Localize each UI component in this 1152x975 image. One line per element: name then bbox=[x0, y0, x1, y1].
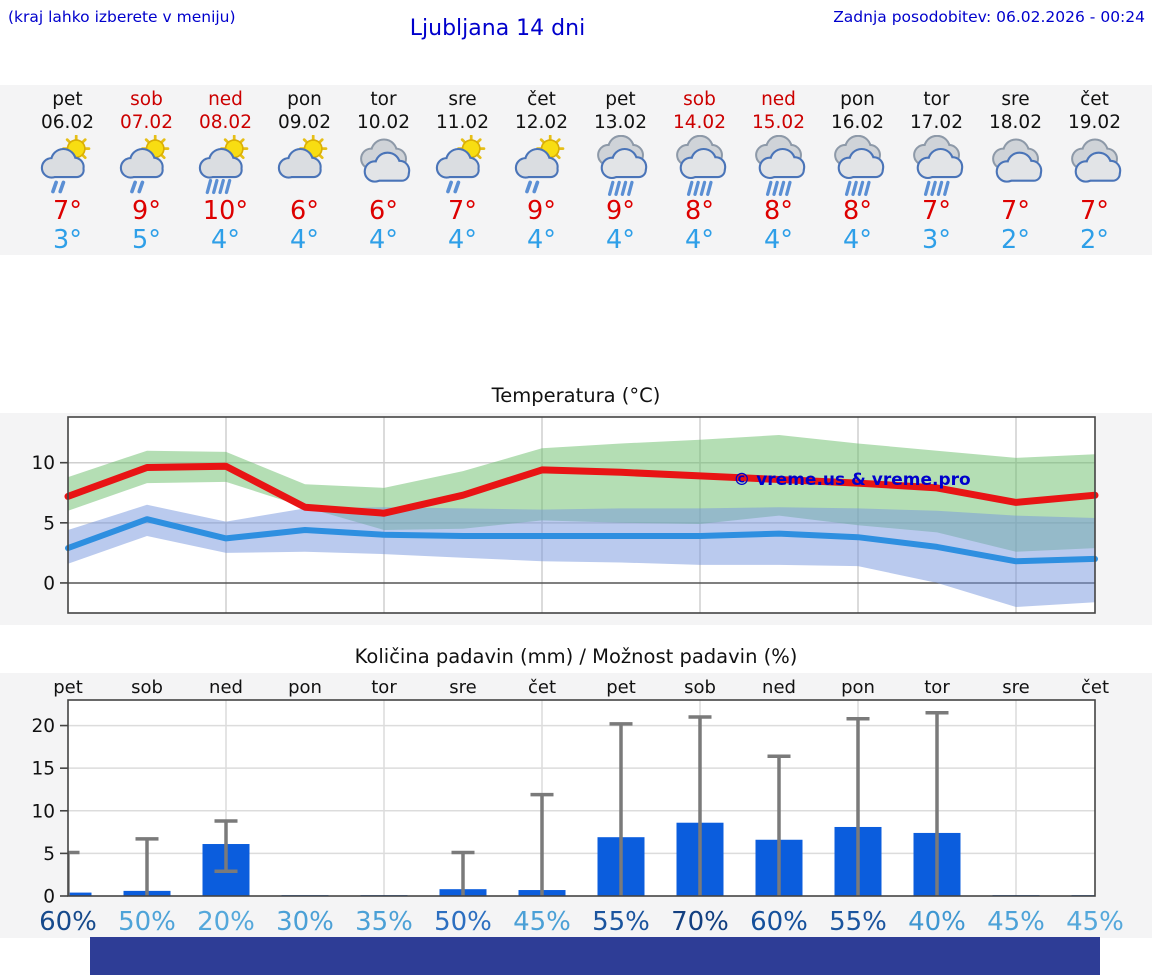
min-temperature: 4° bbox=[448, 225, 477, 255]
max-temperature: 8° bbox=[764, 196, 793, 226]
day-date: 13.02 bbox=[594, 112, 647, 133]
precip-probability: 60% bbox=[750, 907, 808, 937]
day-name: sre bbox=[1001, 89, 1030, 110]
precip-probability: 55% bbox=[592, 907, 650, 937]
max-temperature: 8° bbox=[685, 196, 714, 226]
day-date: 11.02 bbox=[436, 112, 489, 133]
day-date: 19.02 bbox=[1068, 112, 1121, 133]
weather-cloudy-icon bbox=[1065, 135, 1125, 197]
day-column bbox=[502, 85, 581, 255]
weather-cloudy-icon bbox=[986, 135, 1046, 197]
day-date: 18.02 bbox=[989, 112, 1042, 133]
day-column bbox=[107, 85, 186, 255]
precip-day-label: ned bbox=[762, 677, 796, 698]
precip-probability: 40% bbox=[908, 907, 966, 937]
precip-probability: 55% bbox=[829, 907, 887, 937]
max-temperature: 8° bbox=[843, 196, 872, 226]
day-name: tor bbox=[370, 89, 397, 110]
day-date: 10.02 bbox=[357, 112, 410, 133]
min-temperature: 4° bbox=[211, 225, 240, 255]
day-column bbox=[265, 85, 344, 255]
day-date: 17.02 bbox=[910, 112, 963, 133]
day-name: pon bbox=[840, 89, 875, 110]
weather-rain-icon bbox=[828, 135, 888, 197]
day-date: 12.02 bbox=[515, 112, 568, 133]
min-temperature: 4° bbox=[685, 225, 714, 255]
day-column bbox=[186, 85, 265, 255]
temp-y-tick: 5 bbox=[43, 513, 55, 535]
day-date: 14.02 bbox=[673, 112, 726, 133]
day-date: 07.02 bbox=[120, 112, 173, 133]
max-temperature: 9° bbox=[527, 196, 556, 226]
day-date: 16.02 bbox=[831, 112, 884, 133]
precip-day-label: pet bbox=[53, 677, 83, 698]
day-column bbox=[660, 85, 739, 255]
day-column bbox=[1055, 85, 1134, 255]
day-name: pet bbox=[52, 89, 83, 110]
day-column bbox=[818, 85, 897, 255]
day-column bbox=[581, 85, 660, 255]
weather-partly-heavy-icon bbox=[196, 135, 256, 197]
menu-hint: (kraj lahko izberete v meniju) bbox=[8, 8, 236, 26]
weather-rain-icon bbox=[670, 135, 730, 197]
precip-probability: 50% bbox=[118, 907, 176, 937]
temp-chart-title: Temperatura (°C) bbox=[491, 384, 661, 407]
precip-day-label: pet bbox=[606, 677, 636, 698]
day-name: čet bbox=[527, 89, 556, 110]
day-date: 08.02 bbox=[199, 112, 252, 133]
day-column bbox=[897, 85, 976, 255]
precip-day-label: tor bbox=[371, 677, 397, 698]
min-temperature: 4° bbox=[369, 225, 398, 255]
max-temperature: 6° bbox=[290, 196, 319, 226]
max-temperature: 9° bbox=[606, 196, 635, 226]
precip-day-label: tor bbox=[924, 677, 950, 698]
max-temperature: 10° bbox=[202, 196, 249, 226]
weather-cloudy-icon bbox=[354, 135, 414, 197]
last-updated-text: Zadnja posodobitev: 06.02.2026 - 00:24 bbox=[833, 8, 1145, 26]
min-temperature: 2° bbox=[1080, 225, 1109, 255]
max-temperature: 9° bbox=[132, 196, 161, 226]
precip-chart-title: Količina padavin (mm) / Možnost padavin (%) bbox=[354, 645, 798, 668]
day-name: sre bbox=[448, 89, 477, 110]
weather-partly-rain-icon bbox=[512, 135, 572, 197]
min-temperature: 4° bbox=[843, 225, 872, 255]
min-temperature: 4° bbox=[606, 225, 635, 255]
day-name: tor bbox=[923, 89, 950, 110]
max-temperature: 7° bbox=[922, 196, 951, 226]
precip-probability: 35% bbox=[355, 907, 413, 937]
day-name: pet bbox=[605, 89, 636, 110]
weather-partly-icon bbox=[275, 135, 335, 197]
precip-probability: 45% bbox=[1066, 907, 1124, 937]
max-temperature: 7° bbox=[1080, 196, 1109, 226]
precip-probability: 45% bbox=[513, 907, 571, 937]
days-strip bbox=[0, 85, 1152, 255]
precip-day-label: sob bbox=[131, 677, 163, 698]
weather-rain-icon bbox=[907, 135, 967, 197]
min-temperature: 5° bbox=[132, 225, 161, 255]
precip-y-tick: 20 bbox=[31, 716, 55, 738]
max-temperature: 7° bbox=[1001, 196, 1030, 226]
precip-probability: 60% bbox=[39, 907, 97, 937]
precip-probability: 30% bbox=[276, 907, 334, 937]
day-date: 09.02 bbox=[278, 112, 331, 133]
precip-day-label: sre bbox=[449, 677, 477, 698]
precip-y-tick: 10 bbox=[31, 801, 55, 823]
precip-probability: 70% bbox=[671, 907, 729, 937]
max-temperature: 6° bbox=[369, 196, 398, 226]
min-temperature: 4° bbox=[764, 225, 793, 255]
day-name: sob bbox=[683, 89, 716, 110]
day-name: pon bbox=[287, 89, 322, 110]
day-date: 06.02 bbox=[41, 112, 94, 133]
min-temperature: 2° bbox=[1001, 225, 1030, 255]
precip-y-tick: 5 bbox=[43, 843, 55, 865]
min-temperature: 4° bbox=[290, 225, 319, 255]
temp-y-tick: 10 bbox=[31, 453, 55, 475]
precip-day-label: sob bbox=[684, 677, 716, 698]
min-temperature: 3° bbox=[53, 225, 82, 255]
precip-day-label: sre bbox=[1002, 677, 1030, 698]
precip-day-label: čet bbox=[527, 677, 557, 698]
day-column bbox=[976, 85, 1055, 255]
min-temperature: 4° bbox=[527, 225, 556, 255]
precip-probability: 20% bbox=[197, 907, 255, 937]
watermark: © vreme.us & vreme.pro bbox=[733, 470, 971, 490]
day-name: čet bbox=[1080, 89, 1109, 110]
precip-day-label: ned bbox=[209, 677, 243, 698]
precip-day-label: pon bbox=[841, 677, 875, 698]
temp-y-tick: 0 bbox=[43, 573, 55, 595]
footer-menu-bar[interactable] bbox=[90, 937, 1100, 975]
weather-rain-icon bbox=[591, 135, 651, 197]
max-temperature: 7° bbox=[448, 196, 477, 226]
weather-rain-icon bbox=[749, 135, 809, 197]
weather-partly-rain-icon bbox=[433, 135, 493, 197]
max-temperature: 7° bbox=[53, 196, 82, 226]
precipitation-chart bbox=[0, 673, 1152, 938]
day-column bbox=[344, 85, 423, 255]
precip-y-tick: 0 bbox=[43, 886, 55, 908]
day-column bbox=[28, 85, 107, 255]
precip-probability: 45% bbox=[987, 907, 1045, 937]
page-title: Ljubljana 14 dni bbox=[409, 16, 586, 41]
min-temperature: 3° bbox=[922, 225, 951, 255]
day-column bbox=[423, 85, 502, 255]
weather-partly-rain-icon bbox=[38, 135, 98, 197]
precip-day-label: čet bbox=[1080, 677, 1110, 698]
day-column bbox=[739, 85, 818, 255]
precip-y-tick: 15 bbox=[31, 758, 55, 780]
precip-day-label: pon bbox=[288, 677, 322, 698]
day-name: sob bbox=[130, 89, 163, 110]
weather-partly-rain-icon bbox=[117, 135, 177, 197]
day-name: ned bbox=[761, 89, 796, 110]
day-name: ned bbox=[208, 89, 243, 110]
day-date: 15.02 bbox=[752, 112, 805, 133]
temperature-chart bbox=[0, 413, 1152, 635]
precip-probability: 50% bbox=[434, 907, 492, 937]
